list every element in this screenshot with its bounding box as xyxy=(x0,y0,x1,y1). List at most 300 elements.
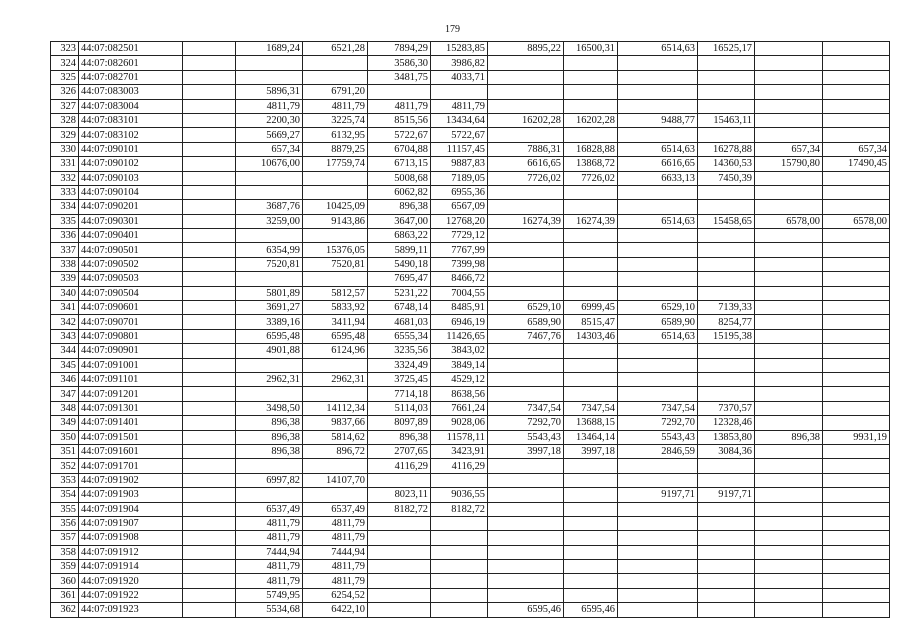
row-number-cell: 343 xyxy=(51,329,79,343)
value-cell xyxy=(183,473,236,487)
value-cell: 16500,31 xyxy=(564,42,618,56)
value-cell xyxy=(698,574,755,588)
value-cell xyxy=(564,387,618,401)
value-cell xyxy=(236,70,303,84)
value-cell xyxy=(183,56,236,70)
value-cell xyxy=(755,257,823,271)
row-number-cell: 335 xyxy=(51,214,79,228)
value-cell xyxy=(183,603,236,617)
value-cell xyxy=(183,99,236,113)
value-cell xyxy=(823,344,890,358)
value-cell: 3084,36 xyxy=(698,444,755,458)
value-cell xyxy=(618,502,698,516)
table-row xyxy=(51,200,890,214)
cadastral-code-cell: 44:07:091920 xyxy=(79,574,183,588)
value-cell: 4116,29 xyxy=(368,459,431,473)
value-cell xyxy=(564,56,618,70)
value-cell: 13434,64 xyxy=(431,113,488,127)
value-cell: 6529,10 xyxy=(618,301,698,315)
value-cell xyxy=(698,243,755,257)
value-cell: 4811,79 xyxy=(236,560,303,574)
value-cell xyxy=(488,560,564,574)
value-cell xyxy=(618,286,698,300)
row-number-cell: 353 xyxy=(51,473,79,487)
value-cell: 5534,68 xyxy=(236,603,303,617)
cadastral-code-cell: 44:07:083003 xyxy=(79,85,183,99)
value-cell xyxy=(823,459,890,473)
cadastral-code-cell: 44:07:091912 xyxy=(79,545,183,559)
value-cell: 3498,50 xyxy=(236,401,303,415)
value-cell: 2200,30 xyxy=(236,113,303,127)
value-cell xyxy=(755,56,823,70)
cadastral-code-cell: 44:07:090502 xyxy=(79,257,183,271)
value-cell xyxy=(303,488,368,502)
value-cell: 8466,72 xyxy=(431,272,488,286)
cadastral-code-cell: 44:07:091903 xyxy=(79,488,183,502)
value-cell xyxy=(564,588,618,602)
value-cell xyxy=(823,502,890,516)
value-cell xyxy=(755,229,823,243)
value-cell: 14107,70 xyxy=(303,473,368,487)
value-cell xyxy=(183,344,236,358)
value-cell xyxy=(823,560,890,574)
value-cell: 16274,39 xyxy=(488,214,564,228)
cadastral-code-cell: 44:07:091902 xyxy=(79,473,183,487)
row-number-cell: 356 xyxy=(51,516,79,530)
value-cell: 15283,85 xyxy=(431,42,488,56)
value-cell xyxy=(488,473,564,487)
value-cell xyxy=(755,387,823,401)
value-cell xyxy=(564,257,618,271)
value-cell: 5114,03 xyxy=(368,401,431,415)
table-row xyxy=(51,372,890,386)
row-number-cell: 333 xyxy=(51,185,79,199)
value-cell: 7661,24 xyxy=(431,401,488,415)
value-cell xyxy=(618,70,698,84)
value-cell: 6616,65 xyxy=(618,157,698,171)
value-cell xyxy=(823,70,890,84)
value-cell: 6595,48 xyxy=(303,329,368,343)
value-cell: 12328,46 xyxy=(698,416,755,430)
value-cell xyxy=(823,372,890,386)
value-cell: 11157,45 xyxy=(431,142,488,156)
table-row xyxy=(51,70,890,84)
table-row xyxy=(51,387,890,401)
value-cell: 7726,02 xyxy=(564,171,618,185)
value-cell: 5801,89 xyxy=(236,286,303,300)
row-number-cell: 338 xyxy=(51,257,79,271)
value-cell: 4811,79 xyxy=(368,99,431,113)
value-cell: 4811,79 xyxy=(303,99,368,113)
value-cell xyxy=(823,128,890,142)
value-cell xyxy=(564,286,618,300)
value-cell: 3691,27 xyxy=(236,301,303,315)
value-cell: 9028,06 xyxy=(431,416,488,430)
value-cell: 896,38 xyxy=(236,430,303,444)
value-cell: 4811,79 xyxy=(303,574,368,588)
value-cell: 6616,65 xyxy=(488,157,564,171)
value-cell: 6537,49 xyxy=(236,502,303,516)
value-cell xyxy=(488,387,564,401)
value-cell: 8515,47 xyxy=(564,315,618,329)
value-cell xyxy=(183,286,236,300)
value-cell xyxy=(488,344,564,358)
cadastral-code-cell: 44:07:090503 xyxy=(79,272,183,286)
value-cell xyxy=(488,70,564,84)
table-row xyxy=(51,171,890,185)
value-cell xyxy=(564,200,618,214)
value-cell xyxy=(368,574,431,588)
value-cell xyxy=(183,401,236,415)
value-cell xyxy=(183,200,236,214)
value-cell: 16202,28 xyxy=(488,113,564,127)
value-cell: 15463,11 xyxy=(698,113,755,127)
value-cell: 9488,77 xyxy=(618,113,698,127)
value-cell: 9197,71 xyxy=(698,488,755,502)
value-cell xyxy=(823,171,890,185)
value-cell xyxy=(823,286,890,300)
cadastral-code-cell: 44:07:091701 xyxy=(79,459,183,473)
cadastral-code-cell: 44:07:091601 xyxy=(79,444,183,458)
value-cell xyxy=(183,588,236,602)
value-cell: 6354,99 xyxy=(236,243,303,257)
row-number-cell: 347 xyxy=(51,387,79,401)
value-cell xyxy=(618,545,698,559)
table-row xyxy=(51,286,890,300)
value-cell xyxy=(755,502,823,516)
cadastral-code-cell: 44:07:090501 xyxy=(79,243,183,257)
value-cell xyxy=(564,185,618,199)
value-cell xyxy=(183,157,236,171)
value-cell xyxy=(183,142,236,156)
table-row xyxy=(51,488,890,502)
value-cell: 8485,91 xyxy=(431,301,488,315)
value-cell: 9143,86 xyxy=(303,214,368,228)
value-cell: 6062,82 xyxy=(368,185,431,199)
value-cell: 7444,94 xyxy=(236,545,303,559)
value-cell: 6578,00 xyxy=(755,214,823,228)
value-cell xyxy=(236,185,303,199)
table-row xyxy=(51,85,890,99)
row-number-cell: 359 xyxy=(51,560,79,574)
value-cell: 3986,82 xyxy=(431,56,488,70)
value-cell xyxy=(618,229,698,243)
value-cell xyxy=(564,516,618,530)
value-cell xyxy=(183,128,236,142)
value-cell: 10425,09 xyxy=(303,200,368,214)
value-cell: 8895,22 xyxy=(488,42,564,56)
value-cell: 7894,29 xyxy=(368,42,431,56)
value-cell xyxy=(564,128,618,142)
value-cell: 15790,80 xyxy=(755,157,823,171)
value-cell xyxy=(488,243,564,257)
value-cell: 7399,98 xyxy=(431,257,488,271)
value-cell: 9036,55 xyxy=(431,488,488,502)
value-cell xyxy=(823,603,890,617)
value-cell: 8254,77 xyxy=(698,315,755,329)
table-row xyxy=(51,56,890,70)
value-cell: 7729,12 xyxy=(431,229,488,243)
value-cell: 17490,45 xyxy=(823,157,890,171)
value-cell xyxy=(303,229,368,243)
value-cell xyxy=(755,171,823,185)
value-cell xyxy=(564,85,618,99)
value-cell: 7347,54 xyxy=(618,401,698,415)
value-cell: 7004,55 xyxy=(431,286,488,300)
value-cell: 16828,88 xyxy=(564,142,618,156)
cadastral-code-cell: 44:07:083102 xyxy=(79,128,183,142)
cadastral-code-cell: 44:07:082501 xyxy=(79,42,183,56)
cadastral-code-cell: 44:07:091922 xyxy=(79,588,183,602)
value-cell: 5814,62 xyxy=(303,430,368,444)
value-cell: 7292,70 xyxy=(488,416,564,430)
value-cell xyxy=(755,488,823,502)
value-cell: 3849,14 xyxy=(431,358,488,372)
value-cell xyxy=(564,229,618,243)
row-number-cell: 339 xyxy=(51,272,79,286)
row-number-cell: 352 xyxy=(51,459,79,473)
row-number-cell: 336 xyxy=(51,229,79,243)
value-cell: 6567,09 xyxy=(431,200,488,214)
table-row xyxy=(51,516,890,530)
cadastral-code-cell: 44:07:090601 xyxy=(79,301,183,315)
value-cell: 7347,54 xyxy=(488,401,564,415)
row-number-cell: 355 xyxy=(51,502,79,516)
value-cell xyxy=(823,99,890,113)
value-cell xyxy=(618,99,698,113)
cadastral-code-cell: 44:07:090103 xyxy=(79,171,183,185)
value-cell: 4811,79 xyxy=(303,516,368,530)
value-cell: 6537,49 xyxy=(303,502,368,516)
value-cell: 6555,34 xyxy=(368,329,431,343)
value-cell: 7139,33 xyxy=(698,301,755,315)
value-cell xyxy=(564,99,618,113)
value-cell: 3411,94 xyxy=(303,315,368,329)
value-cell: 7450,39 xyxy=(698,171,755,185)
value-cell: 1689,24 xyxy=(236,42,303,56)
value-cell: 7767,99 xyxy=(431,243,488,257)
value-cell xyxy=(698,128,755,142)
value-cell: 15458,65 xyxy=(698,214,755,228)
value-cell xyxy=(698,99,755,113)
value-cell xyxy=(303,185,368,199)
table-row xyxy=(51,142,890,156)
table-row xyxy=(51,315,890,329)
value-cell xyxy=(823,531,890,545)
table-row xyxy=(51,588,890,602)
value-cell: 6124,96 xyxy=(303,344,368,358)
value-cell xyxy=(183,574,236,588)
value-cell xyxy=(755,574,823,588)
value-cell xyxy=(236,229,303,243)
cadastral-code-cell: 44:07:090301 xyxy=(79,214,183,228)
value-cell xyxy=(698,257,755,271)
value-cell xyxy=(698,387,755,401)
value-cell: 7520,81 xyxy=(236,257,303,271)
value-cell xyxy=(431,531,488,545)
cadastral-code-cell: 44:07:091907 xyxy=(79,516,183,530)
value-cell xyxy=(564,531,618,545)
value-cell xyxy=(755,128,823,142)
value-cell: 5008,68 xyxy=(368,171,431,185)
value-cell: 13688,15 xyxy=(564,416,618,430)
value-cell xyxy=(303,358,368,372)
value-cell xyxy=(303,272,368,286)
value-cell xyxy=(823,401,890,415)
table-row xyxy=(51,401,890,415)
value-cell xyxy=(183,113,236,127)
value-cell: 4116,29 xyxy=(431,459,488,473)
value-cell: 8023,11 xyxy=(368,488,431,502)
value-cell xyxy=(368,545,431,559)
value-cell xyxy=(823,488,890,502)
value-cell xyxy=(698,229,755,243)
value-cell xyxy=(698,545,755,559)
table-row xyxy=(51,99,890,113)
value-cell xyxy=(755,401,823,415)
value-cell: 15195,38 xyxy=(698,329,755,343)
row-number-cell: 358 xyxy=(51,545,79,559)
cadastral-code-cell: 44:07:083004 xyxy=(79,99,183,113)
row-number-cell: 349 xyxy=(51,416,79,430)
value-cell xyxy=(183,416,236,430)
table-row xyxy=(51,444,890,458)
value-cell: 7292,70 xyxy=(618,416,698,430)
value-cell: 17759,74 xyxy=(303,157,368,171)
value-cell xyxy=(488,545,564,559)
value-cell: 6997,82 xyxy=(236,473,303,487)
value-cell xyxy=(183,243,236,257)
value-cell: 4811,79 xyxy=(236,574,303,588)
value-cell: 16278,88 xyxy=(698,142,755,156)
value-cell xyxy=(303,56,368,70)
value-cell xyxy=(183,42,236,56)
value-cell xyxy=(183,329,236,343)
value-cell xyxy=(431,560,488,574)
value-cell xyxy=(183,387,236,401)
value-cell: 8097,89 xyxy=(368,416,431,430)
row-number-cell: 350 xyxy=(51,430,79,444)
value-cell: 3843,02 xyxy=(431,344,488,358)
value-cell xyxy=(698,588,755,602)
row-number-cell: 340 xyxy=(51,286,79,300)
value-cell xyxy=(698,200,755,214)
value-cell xyxy=(236,358,303,372)
value-cell xyxy=(755,358,823,372)
value-cell xyxy=(488,185,564,199)
value-cell xyxy=(755,444,823,458)
value-cell xyxy=(618,574,698,588)
value-cell xyxy=(755,301,823,315)
value-cell: 13464,14 xyxy=(564,430,618,444)
value-cell xyxy=(303,171,368,185)
value-cell: 5722,67 xyxy=(431,128,488,142)
cadastral-code-cell: 44:07:091201 xyxy=(79,387,183,401)
table-row xyxy=(51,157,890,171)
value-cell: 7189,05 xyxy=(431,171,488,185)
value-cell: 657,34 xyxy=(755,142,823,156)
value-cell: 9931,19 xyxy=(823,430,890,444)
cadastral-code-cell: 44:07:091923 xyxy=(79,603,183,617)
table-row xyxy=(51,301,890,315)
value-cell xyxy=(183,315,236,329)
value-cell xyxy=(755,113,823,127)
value-cell xyxy=(488,257,564,271)
cadastral-code-cell: 44:07:083101 xyxy=(79,113,183,127)
row-number-cell: 354 xyxy=(51,488,79,502)
row-number-cell: 327 xyxy=(51,99,79,113)
value-cell xyxy=(183,214,236,228)
value-cell xyxy=(823,243,890,257)
cadastral-code-cell: 44:07:091904 xyxy=(79,502,183,516)
value-cell xyxy=(698,85,755,99)
value-cell xyxy=(368,473,431,487)
value-cell: 5722,67 xyxy=(368,128,431,142)
value-cell xyxy=(236,459,303,473)
value-cell xyxy=(698,603,755,617)
value-cell xyxy=(618,387,698,401)
value-cell: 4811,79 xyxy=(236,531,303,545)
value-cell xyxy=(183,444,236,458)
value-cell xyxy=(368,560,431,574)
value-cell: 6589,90 xyxy=(618,315,698,329)
row-number-cell: 337 xyxy=(51,243,79,257)
value-cell: 11578,11 xyxy=(431,430,488,444)
value-cell xyxy=(564,243,618,257)
value-cell: 6791,20 xyxy=(303,85,368,99)
value-cell xyxy=(368,603,431,617)
row-number-cell: 351 xyxy=(51,444,79,458)
value-cell xyxy=(698,358,755,372)
value-cell xyxy=(755,200,823,214)
value-cell: 6704,88 xyxy=(368,142,431,156)
value-cell xyxy=(698,372,755,386)
value-cell: 5231,22 xyxy=(368,286,431,300)
value-cell xyxy=(823,200,890,214)
value-cell: 6595,48 xyxy=(236,329,303,343)
table-row xyxy=(51,185,890,199)
value-cell: 6999,45 xyxy=(564,301,618,315)
value-cell xyxy=(755,588,823,602)
value-cell xyxy=(618,257,698,271)
value-cell xyxy=(618,243,698,257)
value-cell: 9197,71 xyxy=(618,488,698,502)
value-cell xyxy=(618,56,698,70)
value-cell: 5669,27 xyxy=(236,128,303,142)
value-cell: 896,38 xyxy=(236,444,303,458)
value-cell xyxy=(564,545,618,559)
value-cell xyxy=(823,113,890,127)
row-number-cell: 342 xyxy=(51,315,79,329)
cadastral-code-cell: 44:07:091101 xyxy=(79,372,183,386)
value-cell xyxy=(755,473,823,487)
value-cell: 6633,13 xyxy=(618,171,698,185)
value-cell xyxy=(488,229,564,243)
page-number: 179 xyxy=(445,24,460,35)
row-number-cell: 334 xyxy=(51,200,79,214)
table-row xyxy=(51,257,890,271)
value-cell xyxy=(431,588,488,602)
value-cell: 2962,31 xyxy=(236,372,303,386)
value-cell: 2846,59 xyxy=(618,444,698,458)
value-cell xyxy=(488,56,564,70)
value-cell: 3225,74 xyxy=(303,113,368,127)
value-cell: 8182,72 xyxy=(431,502,488,516)
value-cell xyxy=(564,574,618,588)
value-cell: 3324,49 xyxy=(368,358,431,372)
value-cell xyxy=(488,372,564,386)
value-cell xyxy=(755,286,823,300)
